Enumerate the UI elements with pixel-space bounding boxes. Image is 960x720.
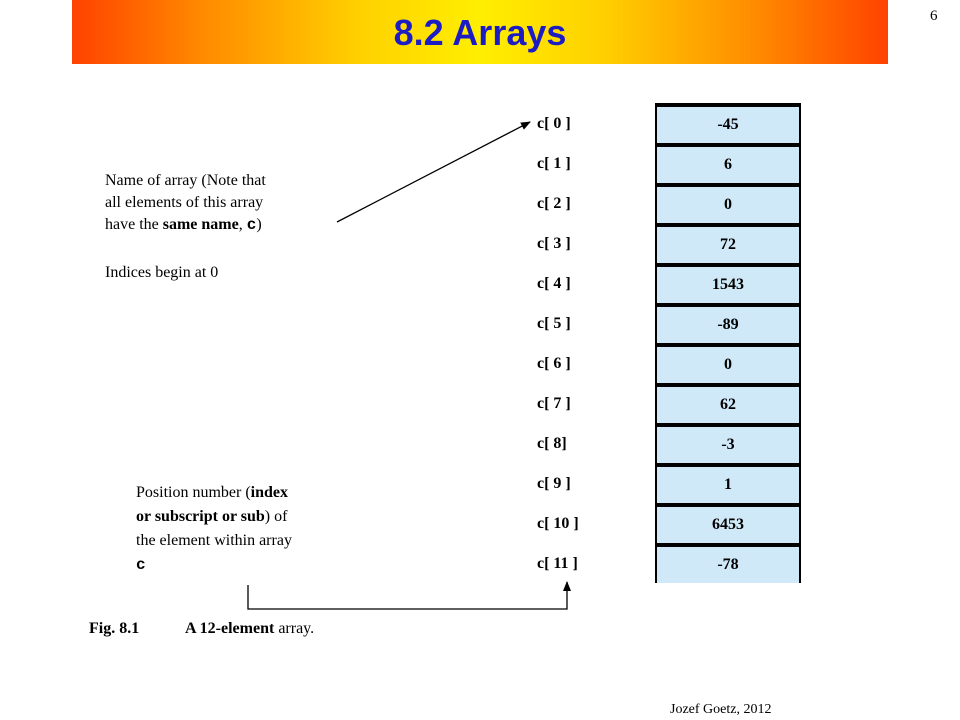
index-label: c[ 9 ] [537, 475, 571, 492]
array-cell: 62 [657, 387, 799, 423]
note-line: all elements of this array [105, 194, 264, 211]
array-cell: 6453 [657, 507, 799, 543]
index-label: c[ 2 ] [537, 195, 571, 212]
array-name-code: c [246, 216, 257, 234]
array-cell: 6 [657, 147, 799, 183]
caption-text: array. [274, 620, 315, 637]
array-name-code: c [136, 556, 146, 574]
indices-note: Indices begin at 0 [105, 264, 219, 281]
array-cell: 0 [657, 347, 799, 383]
caption-bold-text: A 12-element [185, 620, 275, 637]
page-number: 6 [930, 8, 938, 24]
note-text: Position number ( [136, 484, 251, 501]
note-text: have the [105, 216, 163, 233]
index-label: c[ 8] [537, 435, 567, 452]
note-bold-text: index [250, 484, 289, 501]
author-credit: Jozef Goetz, 2012 [670, 702, 772, 717]
array-cell: -78 [657, 547, 799, 583]
figure-caption [89, 620, 314, 638]
page-title: 8.2 Arrays [393, 12, 567, 53]
array-cell: 0 [657, 187, 799, 223]
index-label: c[ 11 ] [537, 555, 578, 572]
note-text: ) of [264, 508, 288, 525]
array-cell: 72 [657, 227, 799, 263]
index-label: c[ 5 ] [537, 315, 571, 332]
note-line: the element within array [136, 532, 292, 549]
index-label: c[ 0 ] [537, 115, 571, 132]
note-bold-text: or subscript or sub [136, 508, 265, 525]
position-arrow [248, 582, 567, 609]
index-label: c[ 6 ] [537, 355, 571, 372]
note-text: , [238, 216, 247, 233]
index-label: c[ 1 ] [537, 155, 571, 172]
note-text: ) [256, 216, 262, 233]
index-label: c[ 3 ] [537, 235, 571, 252]
figure-number: Fig. 8.1 [89, 620, 140, 637]
index-label: c[ 7 ] [537, 395, 571, 412]
array-cell: -45 [657, 107, 799, 143]
name-arrow [337, 122, 530, 222]
array-cell: 1543 [657, 267, 799, 303]
array-cell: -3 [657, 427, 799, 463]
note-line: Name of array (Note that [105, 172, 266, 189]
array-cell: 1 [657, 467, 799, 503]
index-label: c[ 4 ] [537, 275, 571, 292]
note-bold-text: same name [162, 216, 239, 233]
index-label: c[ 10 ] [537, 515, 579, 532]
array-cell: -89 [657, 307, 799, 343]
